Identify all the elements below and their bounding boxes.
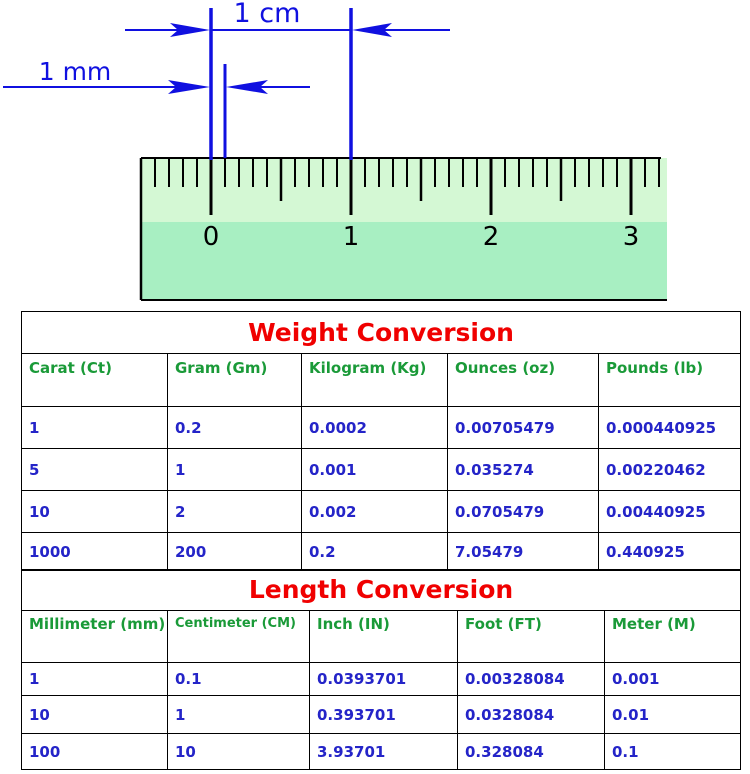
table-row: [22, 407, 741, 449]
ruler-number-2: 2: [482, 222, 500, 252]
table-cell: 0.0705479: [448, 491, 599, 533]
table-cell: 10: [168, 734, 310, 770]
table-cell: 0.00705479: [448, 407, 599, 449]
ruler-number-1: 1: [342, 222, 360, 252]
weight-header-pounds: Pounds (lb): [599, 354, 741, 407]
length-table-title: Length Conversion: [22, 570, 741, 611]
weight-header-row: [22, 354, 741, 407]
table-row: [22, 663, 741, 696]
cm-label: 1 cm: [233, 0, 301, 29]
table-cell: 0.00440925: [599, 491, 741, 533]
table-cell: 0.000440925: [599, 407, 741, 449]
table-row: [22, 449, 741, 491]
table-cell: 0.0393701: [310, 663, 458, 696]
table-cell: 0.0002: [302, 407, 448, 449]
table-cell: 10: [22, 491, 168, 533]
weight-header-kilogram: Kilogram (Kg): [302, 354, 448, 407]
table-cell: 7.05479: [448, 533, 599, 571]
table-cell: 0.1: [168, 663, 310, 696]
ruler-diagram: [0, 0, 750, 310]
table-row: [22, 734, 741, 770]
table-cell: 0.2: [168, 407, 302, 449]
weight-header-carat: Carat (Ct): [22, 354, 168, 407]
table-row: [22, 533, 741, 571]
table-row: [22, 696, 741, 734]
table-cell: 0.0328084: [458, 696, 605, 734]
table-cell: 0.1: [605, 734, 741, 770]
ruler-number-0: 0: [202, 222, 220, 252]
length-header-row: [22, 611, 741, 663]
length-header-millimeter: Millimeter (mm): [22, 611, 168, 663]
table-row: [22, 491, 741, 533]
weight-header-ounces: Ounces (oz): [448, 354, 599, 407]
length-header-foot: Foot (FT): [458, 611, 605, 663]
length-header-inch: Inch (IN): [310, 611, 458, 663]
table-cell: 1000: [22, 533, 168, 571]
mm-label: 1 mm: [38, 57, 112, 86]
length-header-meter: Meter (M): [605, 611, 741, 663]
table-cell: 10: [22, 696, 168, 734]
table-cell: 0.328084: [458, 734, 605, 770]
table-cell: 1: [22, 407, 168, 449]
table-cell: 0.393701: [310, 696, 458, 734]
table-cell: 0.440925: [599, 533, 741, 571]
table-cell: 0.2: [302, 533, 448, 571]
length-header-centimeter: Centimeter (CM): [168, 611, 310, 663]
table-cell: 200: [168, 533, 302, 571]
table-cell: 2: [168, 491, 302, 533]
weight-conversion-table: [21, 311, 741, 571]
table-cell: 1: [168, 696, 310, 734]
table-cell: 3.93701: [310, 734, 458, 770]
table-cell: 100: [22, 734, 168, 770]
table-cell: 1: [22, 663, 168, 696]
table-cell: 0.035274: [448, 449, 599, 491]
table-cell: 0.01: [605, 696, 741, 734]
table-cell: 1: [168, 449, 302, 491]
ruler-number-3: 3: [622, 222, 640, 252]
weight-table-title: Weight Conversion: [22, 312, 741, 354]
table-cell: 0.002: [302, 491, 448, 533]
table-cell: 0.00220462: [599, 449, 741, 491]
table-cell: 0.001: [302, 449, 448, 491]
table-cell: 0.001: [605, 663, 741, 696]
table-cell: 0.00328084: [458, 663, 605, 696]
length-conversion-table: [21, 569, 741, 770]
table-cell: 5: [22, 449, 168, 491]
weight-header-gram: Gram (Gm): [168, 354, 302, 407]
